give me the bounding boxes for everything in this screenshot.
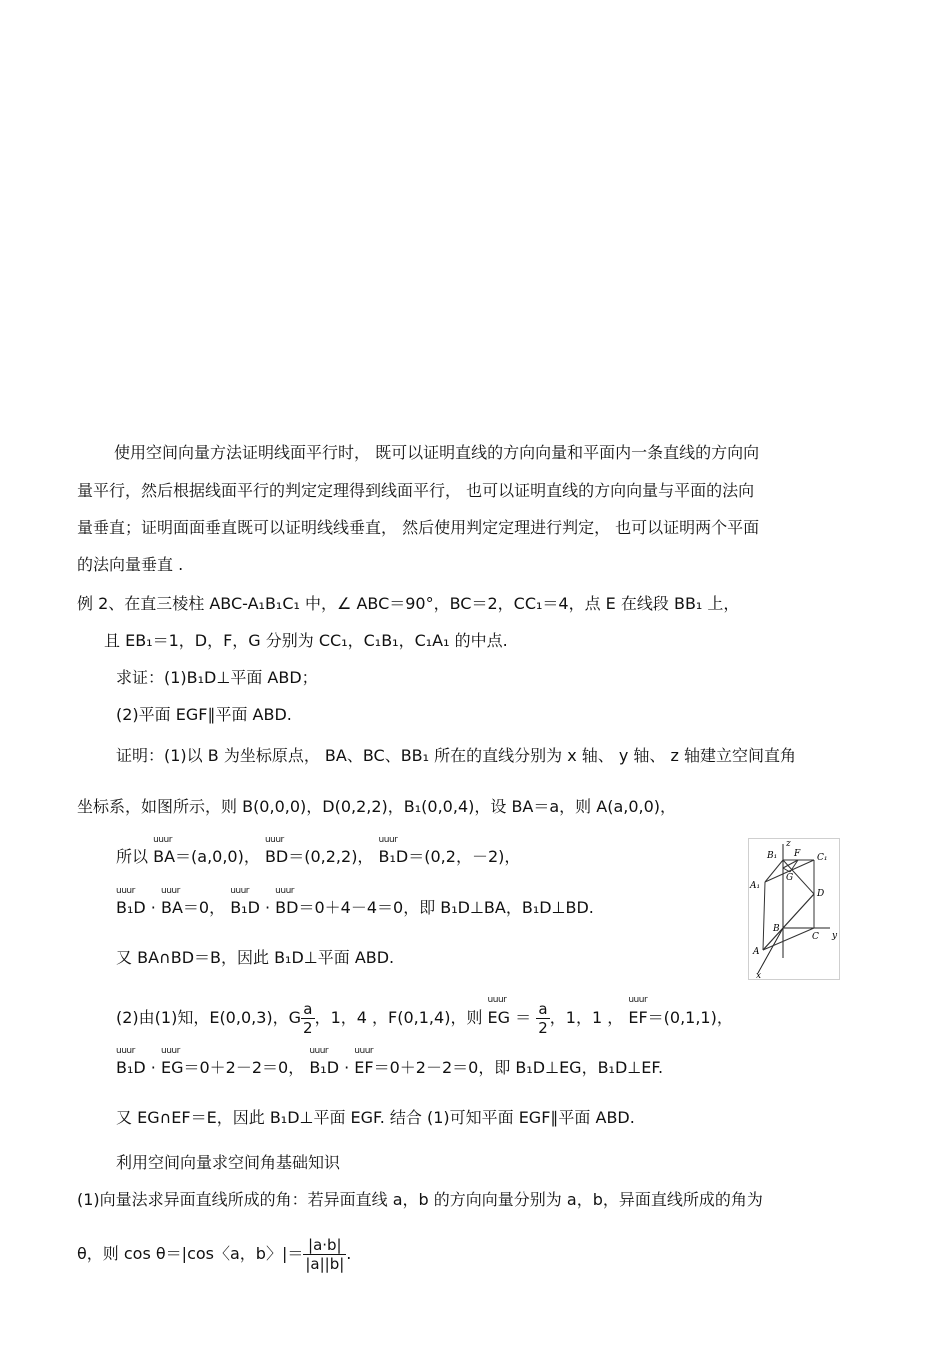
- label-a1: A₁: [750, 881, 761, 891]
- question-2: (2)平面 EGF∥平面 ABD.: [116, 705, 292, 724]
- vector-arrow-icon: uuur: [378, 835, 398, 845]
- basics-line-1: (1)向量法求异面直线所成的角：若异面直线 a，b 的方向向量分别为 a，b，异面直线所成的角为: [77, 1190, 763, 1209]
- vector-eg: [487, 995, 511, 1029]
- vector-arrow-icon: uuur: [309, 1046, 329, 1056]
- vector-arrow-icon: uuur: [275, 886, 294, 896]
- label-z: z: [786, 839, 791, 849]
- label-g: G: [786, 873, 794, 883]
- vector-label: EF: [628, 1008, 648, 1027]
- vector-b1d: [230, 886, 260, 918]
- fraction-a-over-2: [536, 1000, 550, 1037]
- text: ＝(0,2，－2)，: [408, 847, 521, 866]
- vector-ef: [628, 995, 648, 1029]
- vector-arrow-icon: uuur: [160, 886, 180, 896]
- cosine-fraction: [303, 1236, 346, 1273]
- dot-operator: ·: [145, 898, 161, 917]
- vector-arrow-icon: uuur: [628, 995, 648, 1005]
- label-c: C: [812, 932, 819, 942]
- vector-arrow-icon: uuur: [116, 886, 135, 896]
- vector-label: BA: [153, 847, 176, 866]
- text: ，1，4 ，F(0,1,4)，则: [314, 1008, 488, 1027]
- vector-b1d: [116, 886, 146, 918]
- proof-line-4: [116, 886, 594, 918]
- text: ＝: [510, 1008, 537, 1027]
- denominator: 2: [538, 1019, 548, 1037]
- proof-line-7: [116, 1046, 664, 1078]
- vector-b1d: [378, 835, 409, 867]
- vector-arrow-icon: uuur: [160, 1046, 180, 1056]
- vector-arrow-icon: uuur: [354, 1046, 374, 1056]
- intro-line-2: 量平行，然后根据线面平行的判定定理得到线面平行， 也可以证明直线的方向向量与平面的法向: [77, 481, 755, 500]
- text: ＝(a,0,0)，: [175, 847, 265, 866]
- label-a: A: [753, 947, 760, 957]
- x-axis: [758, 928, 783, 973]
- numerator: a: [536, 1000, 550, 1019]
- label-y: y: [832, 931, 838, 941]
- text: (2)由(1)知，E(0,0,3)，G: [116, 1008, 302, 1027]
- vector-ba: [153, 835, 176, 867]
- vector-b1d: [309, 1046, 340, 1078]
- proof-line-6: [116, 995, 733, 1037]
- prism-figure: [748, 838, 840, 980]
- vector-label: BD: [275, 898, 299, 917]
- vector-arrow-icon: uuur: [116, 1046, 135, 1056]
- vector-arrow-icon: uuur: [487, 995, 507, 1005]
- vector-label: B₁D: [230, 898, 260, 917]
- text: ＝0＋2－2＝0，即 B₁D⊥EG，B₁D⊥EF.: [373, 1058, 664, 1077]
- label-d: D: [817, 889, 825, 899]
- text: ＝(0,2,2)，: [288, 847, 379, 866]
- dot-operator: ·: [339, 1058, 355, 1077]
- vector-arrow-icon: uuur: [153, 835, 172, 845]
- label-b: B: [773, 924, 780, 934]
- vector-b1d: [116, 1046, 146, 1078]
- vector-label: EG: [487, 1008, 511, 1027]
- denominator: 2: [303, 1019, 313, 1037]
- proof-line-5: 又 BA∩BD＝B，因此 B₁D⊥平面 ABD.: [116, 948, 395, 967]
- text: ＝0＋4－4＝0，即 B₁D⊥BA，B₁D⊥BD.: [298, 898, 594, 917]
- numerator: |a·b|: [303, 1236, 346, 1255]
- dot-operator: ·: [259, 898, 276, 917]
- example-line-1: 例 2、在直三棱柱 ABC-A₁B₁C₁ 中，∠ ABC＝90°，BC＝2，CC₁＝4，点 E 在线段 BB₁ 上，: [77, 594, 740, 613]
- vector-label: EG: [160, 1058, 184, 1077]
- text: .: [346, 1244, 352, 1263]
- text: ＝0，: [182, 898, 231, 917]
- text: ，1，1 ，: [549, 1008, 629, 1027]
- vector-label: EF: [354, 1058, 374, 1077]
- question-1: 求证：(1)B₁D⊥平面 ABD；: [116, 668, 318, 687]
- vector-ef: [354, 1046, 374, 1078]
- dot-operator: ·: [145, 1058, 161, 1077]
- vector-label: BD: [264, 847, 289, 866]
- basics-line-2: [77, 1236, 351, 1273]
- vector-ba: [160, 886, 183, 918]
- denominator: |a||b|: [305, 1255, 345, 1273]
- proof-line-1: 证明：(1)以 B 为坐标原点， BA、BC、BB₁ 所在的直线分别为 x 轴、 y 轴、 z 轴建立空间直角: [116, 746, 796, 765]
- label-b1: B₁: [767, 851, 778, 861]
- proof-line-8: 又 EG∩EF＝E，因此 B₁D⊥平面 EGF. 结合 (1)可知平面 EGF∥平面 ABD.: [116, 1108, 635, 1127]
- label-f: F: [794, 849, 801, 859]
- vector-bd: [275, 886, 299, 918]
- text: ＝0＋2－2＝0，: [183, 1058, 310, 1077]
- proof-line-2: 坐标系，如图所示，则 B(0,0,0)，D(0,2,2)，B₁(0,0,4)，设 BA＝a，则 A(a,0,0)，: [77, 797, 677, 816]
- text: 所以: [116, 847, 154, 866]
- label-x: x: [756, 971, 762, 980]
- intro-line-4: 的法向量垂直 .: [77, 555, 184, 574]
- text: θ，则 cos θ＝|cos〈a，b〉|＝: [77, 1244, 304, 1263]
- vector-label: B₁D: [378, 847, 409, 866]
- vector-bd: [264, 835, 289, 867]
- vector-arrow-icon: uuur: [264, 835, 284, 845]
- intro-line-3: 量垂直；证明面面垂直既可以证明线线垂直， 然后使用判定定理进行判定， 也可以证明两个平面: [77, 518, 760, 537]
- text: ＝(0,1,1)，: [647, 1008, 733, 1027]
- vector-label: BA: [160, 898, 183, 917]
- vector-arrow-icon: uuur: [230, 886, 249, 896]
- vector-label: B₁D: [116, 1058, 146, 1077]
- fraction-a-over-2: [301, 1000, 315, 1037]
- proof-line-3: [116, 835, 521, 867]
- basics-heading: 利用空间向量求空间角基础知识: [116, 1153, 341, 1172]
- prism-diagram: [748, 838, 840, 980]
- vector-eg: [160, 1046, 184, 1078]
- example-line-2: 且 EB₁＝1，D，F，G 分别为 CC₁，C₁B₁，C₁A₁ 的中点.: [104, 631, 508, 650]
- intro-line-1: 使用空间向量方法证明线面平行时， 既可以证明直线的方向向量和平面内一条直线的方向向: [114, 443, 760, 462]
- vector-label: B₁D: [309, 1058, 340, 1077]
- label-c1: C₁: [817, 853, 828, 863]
- numerator: a: [301, 1000, 315, 1019]
- vector-label: B₁D: [116, 898, 146, 917]
